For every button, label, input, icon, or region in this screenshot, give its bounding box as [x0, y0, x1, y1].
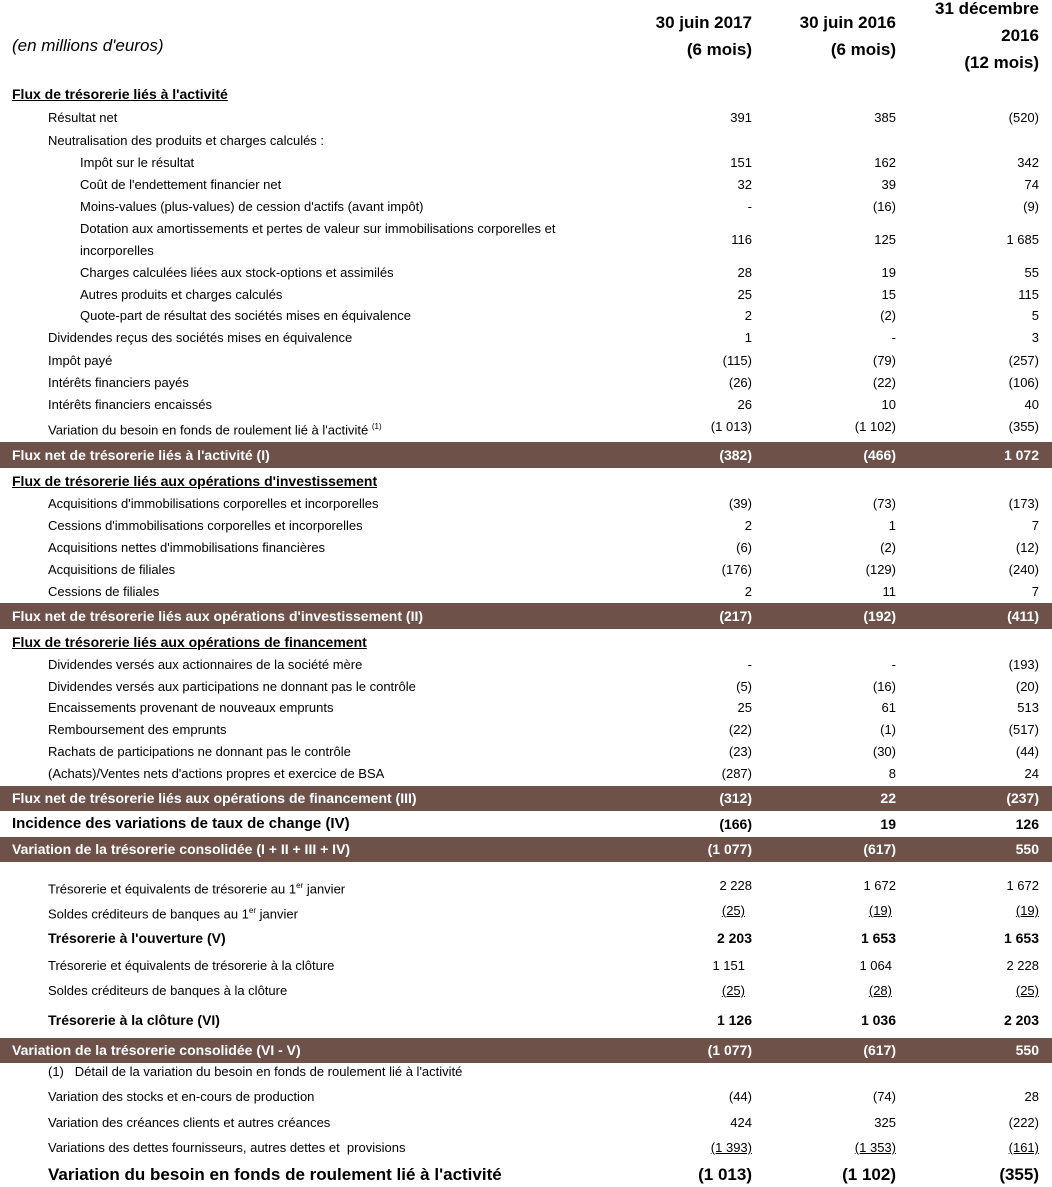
row-value: 1 064 — [859, 958, 892, 973]
row-value: (16) — [872, 679, 896, 694]
row-value: (28) — [868, 983, 892, 998]
row-value: - — [747, 657, 752, 672]
row-value: 2 — [744, 308, 752, 323]
row-label: Cessions de filiales — [48, 584, 160, 599]
row-label: Trésorerie et équivalents de trésorerie à la clôture — [48, 958, 335, 973]
row-value: (217) — [719, 608, 752, 624]
row-value: 1 151 — [712, 958, 745, 973]
row-value: (79) — [872, 353, 896, 368]
row-value: 25 — [737, 700, 752, 715]
row-value: (1) — [880, 722, 896, 737]
row-value: (129) — [865, 562, 896, 577]
row-value: (23) — [728, 744, 752, 759]
row-label: Dividendes versés aux participations ne donnant pas le contrôle — [48, 679, 416, 694]
row-label: Flux net de trésorerie liés aux opérations de financement (III) — [12, 790, 417, 806]
row-value: (1 102) — [854, 419, 896, 434]
row-value: (20) — [1015, 679, 1039, 694]
row-value: 1 653 — [860, 930, 896, 946]
column-header-date: 30 juin 2017 — [655, 13, 752, 32]
row-value: 1 672 — [1006, 878, 1039, 893]
row-label: (Achats)/Ventes nets d'actions propres et exercice de BSA — [48, 766, 385, 781]
row-value: 19 — [881, 265, 896, 280]
row-value: (1 353) — [854, 1140, 896, 1155]
row-value: 26 — [737, 397, 752, 412]
row-value: 10 — [881, 397, 896, 412]
row-value: 7 — [1031, 584, 1039, 599]
row-value: 513 — [1017, 700, 1039, 715]
row-value: 55 — [1024, 265, 1039, 280]
total-band-investissement — [0, 603, 1052, 629]
row-value: 2 228 — [719, 878, 752, 893]
row-label: Charges calculées liées aux stock-options et assimilés — [80, 265, 394, 280]
row-value: 1 072 — [1003, 447, 1039, 463]
ordinal-suffix: er — [248, 906, 257, 915]
row-value: (161) — [1008, 1140, 1039, 1155]
row-value: 342 — [1017, 155, 1039, 170]
total-band-activite — [0, 442, 1052, 468]
cash-flow-statement: (en millions d'euros) 30 juin 2017 (6 mois) 30 juin 2016 (6 mois) 31 décembre 2016 (12 mois) Flux de trésorerie liés à l'activité Résultat net 391 385 (520) Neutralisation des produits et charges calculés : Impôt sur le résultat 151 162 342 Coût de l'endettement financier net 32 39 74 Moins-values (plus-values) de cession d'actifs (avant impôt) - (16) (9) Dotation aux amortissements et pertes de valeur sur immobilisations corporelles et incorporelles 116 125 1 685 Charges calculées liées aux stock-options et assimilés 28 19 55 Autres produits et charges calculés 25 15 115 Quote-part de résultat des sociétés mises en équivalence 2 (2) 5 Dividendes reçus des sociétés mises en équivalence 1 - 3 Impôt payé (115) (79) (257) Intérêts financiers payés (26) (22) (106) Intérêts financiers encaissés 26 10 40 Variation du besoin en fonds de roulement lié à l'activité $^{(1)}$ (1 013) (1 102) (355) Flux net de trésorerie liés à l'activité (I) (382) (466) 1 072 Flux de trésorerie liés aux opérations d'investissement Acquisitions d'immobilisations corporelles et incorporelles (39) (73) (173) Cessions d'immobilisations corporelles et incorporelles 2 1 7 Acquisitions nettes d'immobilisations financières (6) (2) (12) Acquisitions de filiales (176) (129) (240) Cessions de filiales 2 11 7 Flux net de trésorerie liés aux opérations d'investissement (II) (217) (192) (411) Flux de trésorerie liés aux opérations de financement Dividendes versés aux actionnaires de la société mère - - (193) Dividendes versés aux participations ne donnant pas le contrôle (5) (16) (20) Encaissements provenant de nouveaux emprunts 25 61 513 Remboursement des emprunts (22) (1) (517) Rachats de participations ne donnant pas le contrôle (23) (30) (44) (Achats)/Ventes nets d'actions propres et exercice de BSA (287) 8 24 Flux net de trésorerie liés aux opérations de financement (III) (312) 22 (237) Incidence des variations de taux de change (IV) (166) 19 126 Variation de la trésorerie consolidée (I + II + III + IV) (1 077) (617) 550 Trésorerie et équivalents de trésorerie au 1er janvier 2 228 1 672 1 672 Soldes créditeurs de banques au 1er janvier (25) (19) (19) Trésorerie à l'ouverture (V) 2 203 1 653 1 653 Trésorerie et équivalents de trésorerie à la clôture 1 151 1 064 2 228 Soldes créditeurs de banques à la clôture (25) (28) (25) Trésorerie à la clôture (VI) 1 126 1 036 2 203 Variation de la trésorerie consolidée (VI - V) (1 077) (617) 550 (1) Détail de la variation du besoin en fonds de roulement lié à l'activité Variation des stocks et en-cours de production (44) (74) 28 Variation des créances clients et autres créances 424 325 (222) Variations des dettes fournisseurs, autres dettes et provisions (1 393) (1 353) (161) Variation du besoin en fonds de roulement lié à l'activité (1 013) (1 102) (355) — [0, 0, 1052, 1187]
row-value: (2) — [880, 540, 896, 555]
row-value: (9) — [1023, 199, 1039, 214]
ordinal-suffix: er — [296, 881, 304, 890]
column-header-2016-h1 — [736, 9, 896, 63]
row-value: (115) — [722, 353, 752, 368]
row-label: Impôt sur le résultat — [80, 155, 195, 170]
row-value: (2) — [880, 308, 896, 323]
row-label: Moins-values (plus-values) de cession d'actifs (avant impôt) — [80, 199, 424, 214]
row-value: (73) — [872, 496, 896, 511]
row-value: (44) — [728, 1089, 752, 1104]
row-value: 39 — [881, 177, 896, 192]
row-value: (25) — [721, 903, 745, 918]
row-value: (19) — [1015, 903, 1039, 918]
row-value: (106) — [1008, 375, 1039, 390]
row-value: (1 013) — [698, 1165, 752, 1184]
row-value: (176) — [721, 562, 752, 577]
row-label: Cessions d'immobilisations corporelles et incorporelles — [48, 518, 363, 533]
row-value: (466) — [863, 447, 896, 463]
row-value: 40 — [1024, 397, 1039, 412]
row-value: 74 — [1024, 177, 1039, 192]
row-label: Acquisitions d'immobilisations corporelles et incorporelles — [48, 496, 379, 511]
row-value: (74) — [872, 1089, 896, 1104]
row-value: (25) — [721, 983, 745, 998]
row-value: 325 — [874, 1115, 896, 1130]
row-value: (355) — [999, 1165, 1039, 1184]
row-value: 61 — [881, 700, 896, 715]
row-value: 2 — [744, 584, 752, 599]
row-value: (5) — [736, 679, 752, 694]
row-value: 8 — [888, 766, 896, 781]
row-value: 1 036 — [860, 1012, 896, 1028]
column-header-period: (6 mois) — [830, 40, 896, 59]
row-value: 28 — [737, 265, 752, 280]
row-value: (1 013) — [710, 419, 752, 434]
row-value: (173) — [1008, 496, 1039, 511]
row-value: (355) — [1008, 419, 1039, 434]
total-band-variation-vi-v — [0, 1038, 1052, 1063]
row-value: (22) — [872, 375, 896, 390]
row-value: (25) — [1015, 983, 1039, 998]
row-value: (26) — [728, 375, 752, 390]
row-value: (312) — [719, 790, 752, 806]
row-value: (382) — [719, 447, 752, 463]
row-value: (193) — [1008, 657, 1039, 672]
row-label: Rachats de participations ne donnant pas le contrôle — [48, 744, 351, 759]
row-label: Remboursement des emprunts — [48, 722, 227, 737]
row-value: (12) — [1015, 540, 1039, 555]
row-value: 1 126 — [716, 1012, 752, 1028]
row-value: 385 — [874, 110, 896, 125]
row-value: - — [747, 199, 752, 214]
row-value: 2 228 — [1006, 958, 1039, 973]
row-value: 2 — [744, 518, 752, 533]
row-value: 1 653 — [1003, 930, 1039, 946]
row-value: 391 — [730, 110, 752, 125]
row-value: 151 — [730, 155, 752, 170]
table-row — [0, 218, 1052, 262]
row-label: Variation du besoin en fonds de roulement lié à l'activité — [48, 1165, 502, 1184]
footnote-marker: (1) — [371, 422, 382, 431]
row-label: Variation des stocks et en-cours de production — [48, 1089, 315, 1104]
row-value: (1 077) — [707, 841, 752, 857]
row-label: Impôt payé — [48, 353, 113, 368]
row-label: Flux net de trésorerie liés aux opérations d'investissement (II) — [12, 608, 424, 624]
row-value: (1 077) — [707, 1042, 752, 1058]
row-value: 115 — [1018, 287, 1039, 302]
row-value: (1 102) — [842, 1165, 896, 1184]
column-header-period: (6 mois) — [686, 40, 752, 59]
row-value: 25 — [737, 287, 752, 302]
row-label: Quote-part de résultat des sociétés mises en équivalence — [80, 308, 411, 323]
row-value: 22 — [880, 790, 896, 806]
row-label: Variation des créances clients et autres créances — [48, 1115, 331, 1130]
row-label: Acquisitions de filiales — [48, 562, 176, 577]
row-value: (192) — [863, 608, 896, 624]
row-label: Soldes créditeurs de banques à la clôture — [48, 983, 288, 998]
row-value: (287) — [721, 766, 752, 781]
row-label — [48, 875, 345, 900]
column-header-2016-fy — [879, 0, 1039, 76]
row-label: Acquisitions nettes d'immobilisations financières — [48, 540, 326, 555]
row-label: Variations des dettes fournisseurs, autres dettes et provisions — [48, 1140, 406, 1155]
column-header-period: (12 mois) — [964, 53, 1039, 72]
row-label: Dividendes reçus des sociétés mises en équivalence — [48, 330, 353, 345]
row-value: (617) — [863, 841, 896, 857]
row-value: 2 203 — [1003, 1012, 1039, 1028]
row-label-text: janvier — [303, 881, 346, 897]
row-value: (257) — [1008, 353, 1039, 368]
total-band-variation-consolidee — [0, 837, 1052, 862]
row-value: (30) — [872, 744, 896, 759]
row-label: Encaissements provenant de nouveaux emprunts — [48, 700, 334, 715]
row-value: 2 203 — [716, 930, 752, 946]
unit-label: (en millions d'euros) — [12, 36, 164, 55]
row-label: Dotation aux amortissements et pertes de valeur sur immobilisations corporelles et incorporelles — [80, 221, 556, 258]
row-label-text: Trésorerie et équivalents de trésorerie au 1 — [48, 881, 297, 897]
row-value: 3 — [1031, 330, 1039, 345]
row-value: (240) — [1008, 562, 1039, 577]
row-value: 11 — [882, 584, 896, 599]
row-label — [48, 900, 298, 925]
row-value: (19) — [868, 903, 892, 918]
row-value: 116 — [731, 232, 752, 247]
column-header-date: 31 décembre — [935, 0, 1039, 18]
row-label-text: janvier — [256, 906, 298, 922]
row-value: (166) — [719, 816, 752, 832]
row-value: (222) — [1008, 1115, 1039, 1130]
column-header-year: 2016 — [1001, 26, 1039, 45]
row-label: Intérêts financiers payés — [48, 375, 189, 390]
row-label: Incidence des variations de taux de change (IV) — [12, 815, 350, 832]
row-value: (39) — [728, 496, 752, 511]
row-value: 1 672 — [863, 878, 896, 893]
row-value: (6) — [736, 540, 752, 555]
column-header-date: 30 juin 2016 — [799, 13, 896, 32]
row-label: Variation de la trésorerie consolidée (I + II + III + IV) — [12, 841, 351, 857]
row-label: (1) Détail de la variation du besoin en fonds de roulement lié à l'activité — [48, 1064, 463, 1079]
row-label: Flux net de trésorerie liés à l'activité (I) — [12, 447, 270, 463]
row-label-text: Variation du besoin en fonds de roulement lié à l'activité — [48, 422, 369, 438]
row-label-text: Soldes créditeurs de banques au 1 — [48, 906, 249, 922]
row-value: (617) — [863, 1042, 896, 1058]
row-value: 162 — [874, 155, 896, 170]
row-value: 125 — [874, 232, 896, 247]
row-value: (22) — [728, 722, 752, 737]
row-label: Coût de l'endettement financier net — [80, 177, 282, 192]
row-label: Trésorerie à la clôture (VI) — [48, 1012, 220, 1028]
row-label: Résultat net — [48, 110, 118, 125]
row-value: 424 — [730, 1115, 752, 1130]
row-value: (1 393) — [710, 1140, 752, 1155]
row-value: (44) — [1015, 744, 1039, 759]
row-value: 24 — [1024, 766, 1039, 781]
row-value: 7 — [1031, 518, 1039, 533]
row-label: Autres produits et charges calculés — [80, 287, 283, 302]
row-value: (517) — [1008, 722, 1039, 737]
row-value: 1 685 — [1006, 232, 1039, 247]
row-value: 550 — [1015, 1042, 1039, 1058]
row-value: 32 — [737, 177, 752, 192]
row-value: 550 — [1015, 841, 1039, 857]
row-value: (411) — [1007, 608, 1039, 624]
row-value: - — [891, 657, 896, 672]
row-value: - — [891, 330, 896, 345]
row-value: (237) — [1006, 790, 1039, 806]
row-value: 126 — [1015, 816, 1039, 832]
row-value: (16) — [872, 199, 896, 214]
row-value: 15 — [881, 287, 896, 302]
row-value: 1 — [888, 518, 896, 533]
row-label: Dividendes versés aux actionnaires de la société mère — [48, 657, 363, 672]
row-label: Neutralisation des produits et charges calculés : — [48, 133, 325, 148]
row-value: 28 — [1024, 1089, 1039, 1104]
total-band-financement — [0, 786, 1052, 811]
row-value: (520) — [1008, 110, 1039, 125]
column-header-2017-h1 — [592, 9, 752, 63]
row-label: Variation de la trésorerie consolidée (VI - V) — [12, 1042, 301, 1058]
row-label: Intérêts financiers encaissés — [48, 397, 213, 412]
row-value: 19 — [880, 816, 896, 832]
row-value: 5 — [1031, 308, 1039, 323]
row-label — [48, 416, 382, 441]
row-label: Trésorerie à l'ouverture (V) — [48, 930, 226, 946]
row-value: 1 — [744, 330, 752, 345]
